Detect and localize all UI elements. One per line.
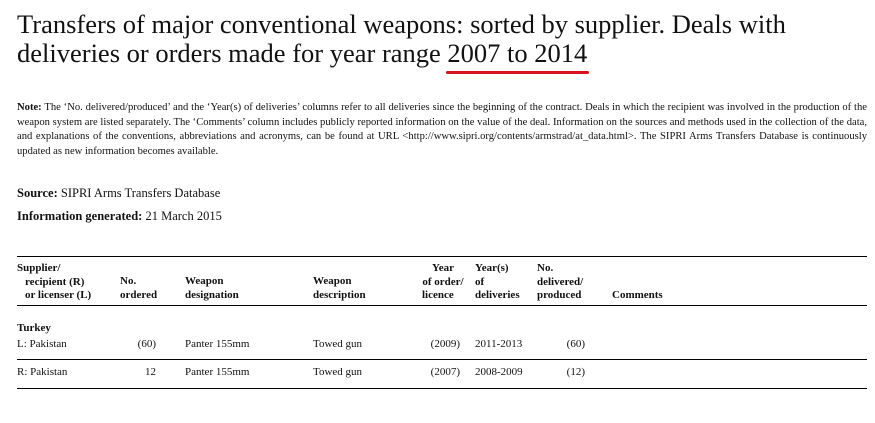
header-ordered — [120, 275, 157, 302]
table-bottom-rule — [17, 388, 867, 389]
header-comments-line: Comments — [612, 289, 663, 301]
header-designation-line: designation — [185, 288, 239, 301]
cell-description: Towed gun — [313, 338, 363, 350]
header-supplier-line: recipient (R) — [25, 275, 85, 288]
note-paragraph — [17, 101, 867, 159]
header-description-line: description — [313, 288, 366, 301]
header-description-line: Weapon — [313, 275, 352, 287]
cell-designation: Panter 155mm — [185, 366, 250, 378]
supplier-group-label: Turkey — [17, 322, 51, 334]
header-deliveries — [475, 262, 520, 303]
header-deliveries-line: Year(s) — [475, 262, 509, 274]
title-line-1: Transfers of major conventional weapons: sorted by supplier. Deals with — [17, 9, 786, 39]
generated-value: 21 March 2015 — [145, 209, 222, 223]
cell-designation: Panter 155mm — [185, 338, 250, 350]
title-line-2 — [17, 39, 867, 68]
header-order-year-line: of order/ — [422, 275, 464, 288]
note-label: Note: — [17, 102, 42, 113]
header-deliveries-line: deliveries — [475, 289, 520, 301]
header-designation — [185, 275, 239, 302]
header-delivered-line: produced — [537, 289, 582, 301]
source-line — [17, 186, 220, 201]
cell-recipient: R: Pakistan — [17, 366, 68, 378]
header-delivered — [537, 262, 583, 303]
page-title — [17, 10, 867, 68]
cell-deliveries: 2008-2009 — [475, 366, 523, 378]
cell-delivered: (60) — [566, 338, 585, 350]
header-ordered-line: No. — [120, 275, 137, 287]
table-top-rule — [17, 256, 867, 257]
header-order-year-line: licence — [422, 289, 454, 301]
header-description — [313, 275, 366, 302]
source-value: SIPRI Arms Transfers Database — [60, 186, 221, 200]
year-range-text: 2007 to 2014 — [447, 38, 588, 68]
table-header-rule — [17, 305, 867, 306]
cell-ordered: 12 — [145, 366, 156, 378]
cell-recipient: L: Pakistan — [17, 338, 67, 350]
title-line-2-text: deliveries or orders made for year range — [17, 38, 448, 68]
header-supplier — [17, 262, 91, 303]
table-row-divider — [17, 359, 867, 360]
header-order-year-line: Year — [432, 262, 454, 274]
generated-label: Information generated: — [17, 209, 143, 223]
cell-delivered: (12) — [566, 366, 585, 378]
header-designation-line: Weapon — [185, 275, 224, 287]
cell-order-year: (2009) — [430, 338, 460, 350]
header-supplier-line: Supplier/ — [17, 262, 61, 274]
source-label: Source: — [17, 186, 58, 200]
cell-deliveries: 2011-2013 — [475, 338, 523, 350]
year-range — [447, 39, 587, 68]
header-supplier-line: or licenser (L) — [25, 289, 92, 301]
year-range-underline — [446, 71, 589, 74]
header-comments — [612, 289, 663, 303]
cell-description: Towed gun — [313, 366, 363, 378]
cell-ordered: (60) — [137, 338, 156, 350]
cell-order-year: (2007) — [430, 366, 460, 378]
header-order-year — [419, 262, 467, 303]
note-text: The ‘No. delivered/produced’ and the ‘Year(s) of deliveries’ columns refer to all deliveries since the beginning of the contract. Deals in which the recipient was involved in the production of the weapon system are listed separately. The ‘Comments’ column includes publicly reported information on the value of the deal. Information on the sources and methods used in the collection of the data, and explanations of the conventions, abbreviations and acronyms, can be found at URL <http://www.sipri.org/contents/armstrad/at_data.html>. The SIPRI Arms Transfers Database is continuously updated as new information becomes available. — [17, 102, 867, 157]
header-delivered-line: No. — [537, 262, 554, 274]
generated-line — [17, 209, 222, 224]
header-ordered-line: ordered — [120, 288, 158, 301]
header-delivered-line: delivered/ — [537, 275, 584, 288]
header-deliveries-line: of — [475, 275, 485, 288]
